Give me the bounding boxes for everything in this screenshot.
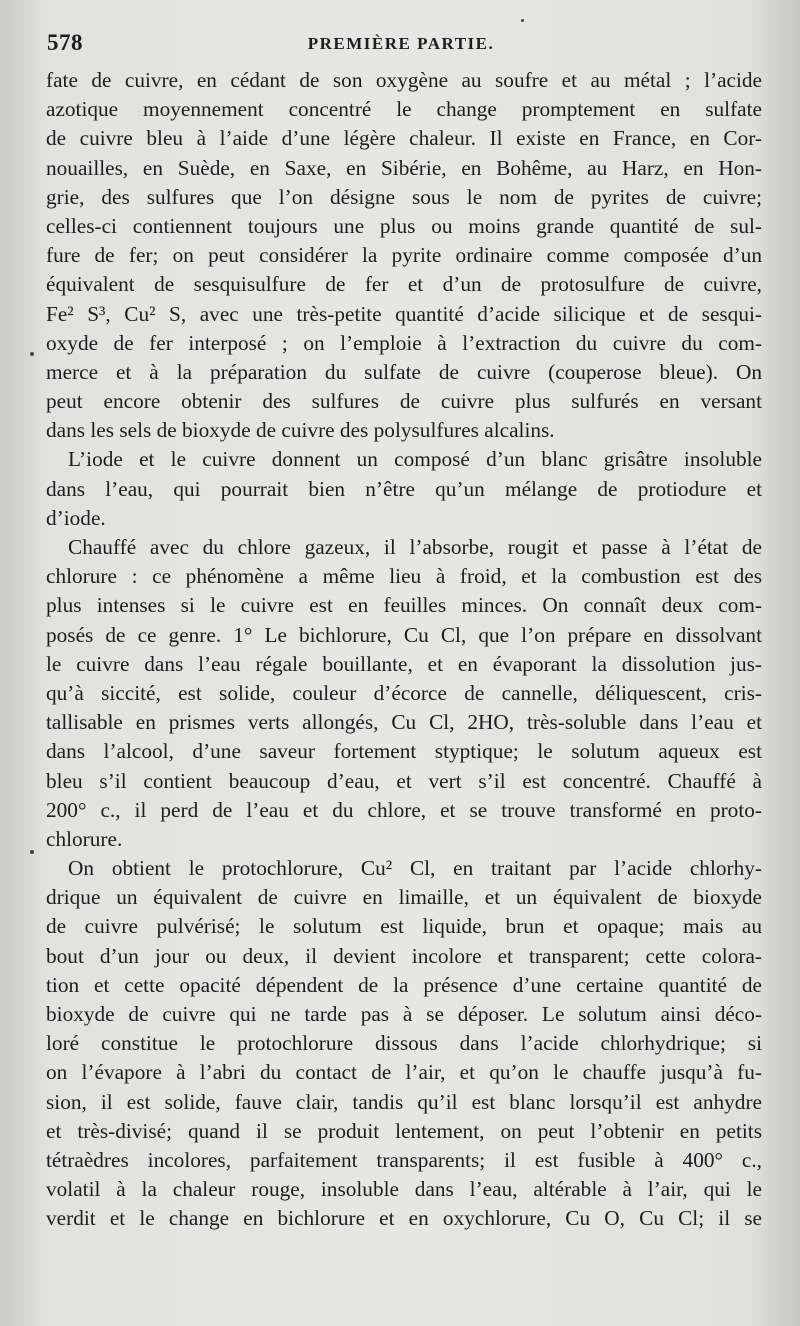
text-line: oxyde de fer interposé ; on l’emploie à l’extraction du cuivre du com-: [46, 330, 762, 355]
text-line: chlorure.: [46, 826, 123, 851]
text-line: plus intenses si le cuivre est en feuilles minces. On connaît deux com-: [46, 593, 762, 618]
text-line: tion et cette opacité dépendent de la présence d’une certaine quantité de: [46, 972, 762, 997]
text-line: volatil à la chaleur rouge, insoluble dans l’eau, altérable à l’air, qui le: [46, 1177, 762, 1202]
text-line: peut encore obtenir des sulfures de cuivre plus sulfurés en versant: [46, 389, 762, 414]
text-line: sion, il est solide, fauve clair, tandis qu’il est blanc lorsqu’il est anhydre: [46, 1089, 762, 1114]
text-line: le cuivre dans l’eau régale bouillante, et en évaporant la dissolution jus-: [46, 651, 762, 676]
text-line: L’iode et le cuivre donnent un composé d’un blanc grisâtre insoluble: [68, 447, 762, 472]
text-line: bioxyde de cuivre qui ne tarde pas à se déposer. Le solutum ainsi déco-: [46, 1002, 762, 1026]
text-line: Fe² S³, Cu² S, avec une très-petite quantité d’acide silicique et de sesqui-: [46, 301, 762, 326]
page-number: 578: [47, 30, 83, 55]
text-line: dans l’eau, qui pourrait bien n’être qu’un mélange de protiodure et: [46, 476, 762, 501]
text-line: dans l’alcool, d’une saveur fortement styptique; le solutum aqueux est: [46, 739, 762, 764]
text-line: bout d’un jour ou deux, il devient incolore et transparent; cette colora-: [46, 943, 762, 968]
text-line: posés de ce genre. 1° Le bichlorure, Cu Cl, que l’on prépare en dissolvant: [46, 622, 762, 647]
text-line: tallisable en prismes verts allongés, Cu Cl, 2HO, très-soluble dans l’eau et: [46, 710, 762, 735]
ink-speck: [30, 850, 34, 854]
text-line: on l’évapore à l’abri du contact de l’air, et qu’on le chauffe jusqu’à fu-: [46, 1060, 762, 1085]
page-header: [47, 30, 755, 66]
body-text: [46, 66, 762, 1234]
text-line: verdit et le change en bichlorure et en oxychlorure, Cu O, Cu Cl; il se: [46, 1206, 762, 1231]
text-line: azotique moyennement concentré le change promptement en sulfate: [46, 97, 762, 122]
text-line: de cuivre bleu à l’aide d’une légère chaleur. Il existe en France, en Cor-: [46, 126, 762, 151]
ink-speck: [30, 352, 34, 356]
text-line: loré constitue le protochlorure dissous dans l’acide chlorhydrique; si: [46, 1031, 762, 1056]
text-line: Chauffé avec du chlore gazeux, il l’absorbe, rougit et passe à l’état de: [68, 535, 762, 559]
text-line: dans les sels de bioxyde de cuivre des polysulfures alcalins.: [46, 418, 555, 443]
running-head: PREMIÈRE PARTIE.: [307, 34, 495, 53]
ink-speck: [521, 19, 524, 22]
text-line: fure de fer; on peut considérer la pyrite ordinaire comme composée d’un: [46, 243, 762, 268]
text-line: équivalent de sesquisulfure de fer et d’un de protosulfure de cuivre,: [46, 272, 762, 297]
text-line: nouailles, en Suède, en Saxe, en Sibérie, en Bohême, au Harz, en Hon-: [46, 155, 762, 180]
text-line: grie, des sulfures que l’on désigne sous le nom de pyrites de cuivre;: [46, 184, 762, 209]
text-line: On obtient le protochlorure, Cu² Cl, en traitant par l’acide chlorhy-: [68, 856, 762, 881]
text-line: de cuivre pulvérisé; le solutum est liquide, brun et opaque; mais au: [46, 914, 762, 939]
text-line: et très-divisé; quand il se produit lentement, on peut l’obtenir en petits: [46, 1118, 762, 1143]
text-line: celles-ci contiennent toujours une plus ou moins grande quantité de sul-: [46, 213, 762, 238]
text-line: 200° c., il perd de l’eau et du chlore, et se trouve transformé en proto-: [46, 797, 762, 822]
text-line: qu’à siccité, est solide, couleur d’écorce de cannelle, déliquescent, cris-: [46, 680, 762, 705]
text-line: fate de cuivre, en cédant de son oxygène au soufre et au métal ; l’acide: [46, 68, 762, 92]
text-line: merce et à la préparation du sulfate de cuivre (couperose bleue). On: [46, 359, 762, 384]
text-line: tétraèdres incolores, parfaitement transparents; il est fusible à 400° c.,: [46, 1147, 762, 1172]
text-line: chlorure : ce phénomène a même lieu à froid, et la combustion est des: [46, 564, 762, 589]
text-line: bleu s’il contient beaucoup d’eau, et vert s’il est concentré. Chauffé à: [46, 768, 762, 793]
text-line: d’iode.: [46, 505, 106, 530]
text-line: drique un équivalent de cuivre en limaille, et un équivalent de bioxyde: [46, 885, 762, 910]
